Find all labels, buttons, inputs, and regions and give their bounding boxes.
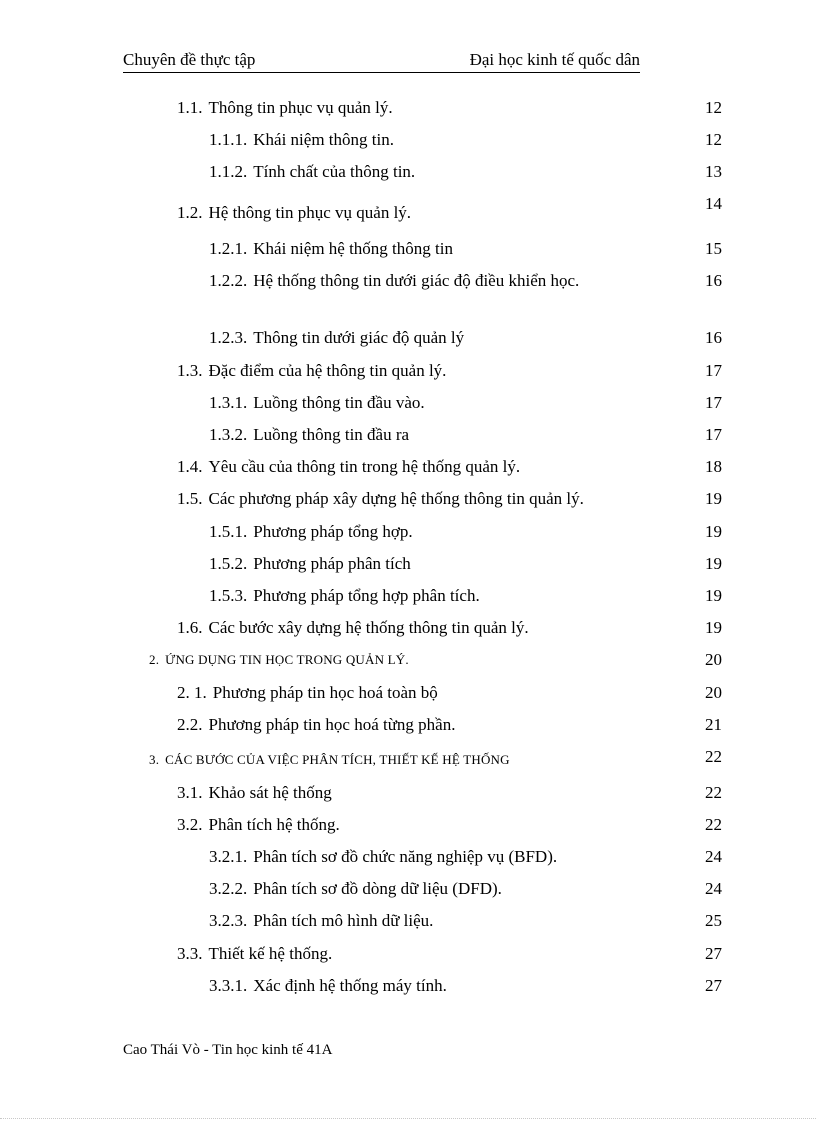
toc-entry-number: 1.5.: [177, 489, 203, 508]
toc-entry-number: 1.2.3.: [209, 328, 248, 347]
toc-page-number: 24: [705, 847, 722, 866]
toc-entry-title: Phương pháp tin học hoá từng phần.: [208, 715, 456, 734]
toc-entry: [209, 237, 453, 261]
toc-entry: [209, 974, 447, 998]
toc-page-number: 13: [705, 162, 722, 181]
toc-entry-title: Hệ thông tin phục vụ quản lý.: [208, 203, 412, 222]
toc-entry: [209, 391, 425, 415]
toc-entry: [209, 423, 409, 447]
toc-page-number: 17: [705, 361, 722, 380]
toc-entry: [177, 713, 455, 737]
toc-page-number: 22: [705, 747, 722, 766]
toc-entry-title: Phương pháp tin học hoá toàn bộ: [212, 683, 438, 702]
toc-entry: [209, 160, 415, 184]
toc-page-number: 12: [705, 98, 722, 117]
toc-entry: [177, 455, 520, 479]
toc-entry-title: Phân tích sơ đồ chức năng nghiệp vụ (BFD).: [253, 847, 558, 866]
toc-entry-title: Các bước xây dựng hệ thống thông tin quản lý.: [208, 618, 529, 637]
toc-entry-number: 3.2.2.: [209, 879, 248, 898]
toc-page-number: 17: [705, 393, 722, 412]
toc-page-number: 25: [705, 911, 722, 930]
toc-entry: [209, 877, 502, 901]
toc-entry-number: 1.5.1.: [209, 522, 248, 541]
toc-page-number: 18: [705, 457, 722, 476]
toc-entry-title: Luồng thông tin đầu ra: [253, 425, 410, 444]
toc-page-number: 20: [705, 683, 722, 702]
toc-entry-title: Phương pháp phân tích: [253, 554, 411, 573]
toc-entry: [177, 616, 529, 640]
header-course-title: Chuyên đề thực tập: [123, 50, 256, 69]
toc-entry-title: Khảo sát hệ thống: [208, 783, 332, 802]
toc-entry-number: 3.3.1.: [209, 976, 248, 995]
toc-entry-number: 1.5.3.: [209, 586, 248, 605]
toc-entry-number: 1.3.: [177, 361, 203, 380]
toc-entry-number: 1.2.2.: [209, 271, 248, 290]
toc-page-number: 22: [705, 815, 722, 834]
toc-entry-title: Phân tích mô hình dữ liệu.: [253, 911, 434, 930]
toc-entry-title: Xác định hệ thống máy tính.: [253, 976, 447, 995]
toc-entry-title: Luồng thông tin đầu vào.: [253, 393, 425, 412]
toc-entry: [177, 487, 584, 511]
toc-entry: [177, 359, 446, 383]
toc-entry-title: CÁC BƯỚC CỦA VIỆC PHÂN TÍCH, THIẾT KẾ HỆ THỐNG: [165, 752, 510, 767]
toc-entry-title: Hệ thống thông tin dưới giác độ điều khiển học.: [253, 271, 580, 290]
toc-entry-title: ỨNG DỤNG TIN HỌC TRONG QUẢN LÝ.: [165, 652, 409, 667]
toc-entry-title: Thiết kế hệ thống.: [208, 944, 333, 963]
toc-entry-number: 3.2.: [177, 815, 203, 834]
toc-entry: [209, 269, 579, 293]
toc-entry: [177, 681, 438, 705]
toc-entry-title: Thông tin dưới giác độ quản lý: [253, 328, 465, 347]
toc-entry: [209, 845, 557, 869]
toc-entry: [209, 584, 480, 608]
toc-entry-number: 1.2.: [177, 203, 203, 222]
toc-entry: [209, 552, 411, 576]
toc-chapter: [149, 748, 510, 772]
toc-entry-number: 1.3.1.: [209, 393, 248, 412]
toc-entry-title: Khái niệm hệ thống thông tin: [253, 239, 453, 258]
toc-page-number: 19: [705, 522, 722, 541]
toc-entry-title: Phương pháp tổng hợp.: [253, 522, 413, 541]
toc-page-number: 15: [705, 239, 722, 258]
toc-page-number: 19: [705, 554, 722, 573]
toc-entry: [177, 201, 411, 225]
toc-entry-title: Tính chất của thông tin.: [253, 162, 416, 181]
toc-entry-number: 1.2.1.: [209, 239, 248, 258]
toc-page-number: 24: [705, 879, 722, 898]
toc-entry-number: 3.: [149, 752, 160, 767]
toc-entry-number: 1.4.: [177, 457, 203, 476]
toc-entry: [209, 909, 433, 933]
toc-entry-number: 3.2.3.: [209, 911, 248, 930]
toc-entry-title: Phân tích hệ thống.: [208, 815, 340, 834]
toc-entry-number: 3.1.: [177, 783, 203, 802]
toc-entry-number: 1.1.2.: [209, 162, 248, 181]
toc-entry-number: 2. 1.: [177, 683, 207, 702]
toc-entry: [209, 128, 394, 152]
toc-entry-number: 2.2.: [177, 715, 203, 734]
toc-entry-title: Thông tin phục vụ quản lý.: [208, 98, 393, 117]
toc-entry: [177, 781, 332, 805]
toc-entry: [177, 942, 332, 966]
toc-entry: [209, 326, 464, 350]
toc-chapter: [149, 648, 409, 672]
toc-entry: [209, 520, 413, 544]
toc-entry-title: Yêu cầu của thông tin trong hệ thống quản lý.: [208, 457, 521, 476]
toc-entry-title: Phân tích sơ đồ dòng dữ liệu (DFD).: [253, 879, 502, 898]
header-university: Đại học kinh tế quốc dân: [469, 50, 640, 69]
toc-entry-number: 1.1.1.: [209, 130, 248, 149]
toc-entry-number: 1.5.2.: [209, 554, 248, 573]
toc-page-number: 16: [705, 271, 722, 290]
toc-page-number: 27: [705, 944, 722, 963]
toc-page-number: 16: [705, 328, 722, 347]
page-bottom-edge: [0, 1118, 816, 1119]
toc-entry-number: 3.3.: [177, 944, 203, 963]
page-footer: Cao Thái Vò - Tin học kinh tế 41A: [123, 1042, 333, 1058]
toc-page-number: 19: [705, 586, 722, 605]
toc-entry-title: Đặc điểm của hệ thông tin quản lý.: [208, 361, 447, 380]
toc-entry-number: 1.6.: [177, 618, 203, 637]
toc-entry: [177, 96, 393, 120]
toc-entry: [177, 813, 340, 837]
toc-entry-number: 1.1.: [177, 98, 203, 117]
toc-entry-number: 2.: [149, 652, 160, 667]
toc-page-number: 21: [705, 715, 722, 734]
toc-page-number: 19: [705, 489, 722, 508]
toc-entry-title: Các phương pháp xây dựng hệ thống thông tin quản lý.: [208, 489, 584, 508]
toc-page-number: 20: [705, 650, 722, 669]
toc-entry-number: 1.3.2.: [209, 425, 248, 444]
toc-page-number: 17: [705, 425, 722, 444]
toc-page-number: 19: [705, 618, 722, 637]
toc-page-number: 12: [705, 130, 722, 149]
toc-page-number: 22: [705, 783, 722, 802]
toc-page-number: 14: [705, 194, 722, 213]
toc-entry-title: Khái niệm thông tin.: [253, 130, 394, 149]
toc-page-number: 27: [705, 976, 722, 995]
toc-entry-title: Phương pháp tổng hợp phân tích.: [253, 586, 480, 605]
toc-entry-number: 3.2.1.: [209, 847, 248, 866]
